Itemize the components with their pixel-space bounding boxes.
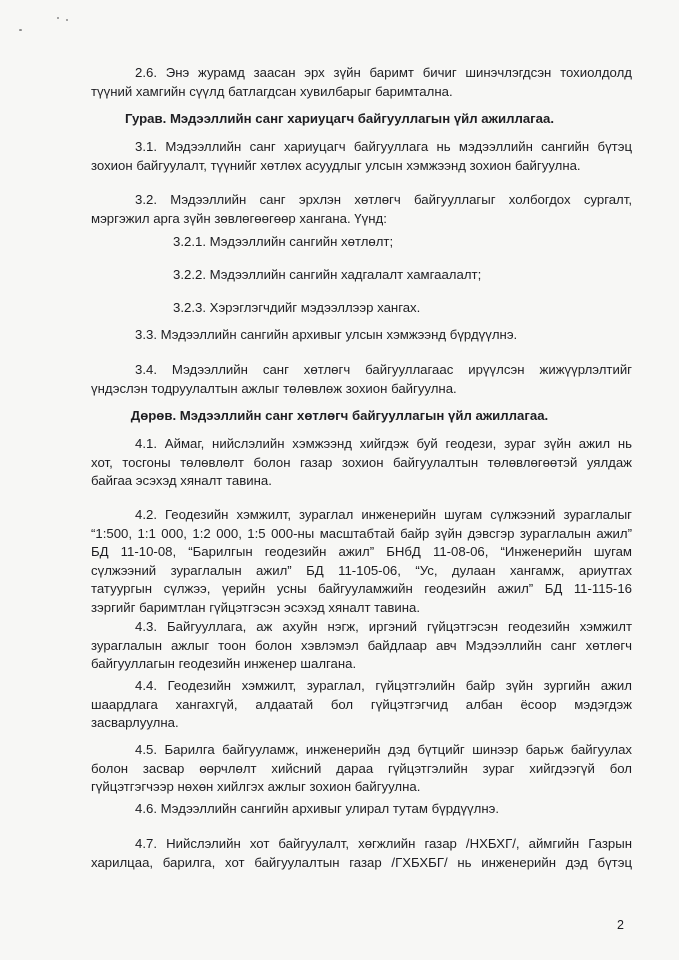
paragraph-line: БД 11-10-08, “Барилгын геодезийн ажил” БНбД 11-08-06, “Инженерийн шугам (91, 544, 632, 559)
subitem-3-2-3: 3.2.3. Хэрэглэгчдийг мэдээллээр хангах. (173, 300, 421, 315)
paragraph-4-5 (91, 741, 632, 797)
paragraph-line: 4.2. Геодезийн хэмжилт, зураглал инженерийн шугам сүлжээний зураглалыг (135, 507, 632, 522)
paragraph-line: болон засвар өөрчлөлт хийсний дараа гүйцэтгэлийн зураг хийгдээгүй бол (91, 760, 632, 776)
paragraph-4-4 (91, 677, 632, 733)
paragraph-line: зураглалын ажлыг тоон болон хэвлэмэл байдлаар авч Мэдээллийн санг хөтлөгч (91, 637, 632, 653)
paragraph-line: 4.4. Геодезийн хэмжилт, зураглал, гүйцэтгэлийн байр зүйн зургийн ажил (135, 678, 632, 693)
paragraph-3-1 (91, 138, 632, 175)
paragraph-line: байгууллагын геодезийн инженер шалгана. (91, 656, 357, 671)
paragraph-3-3: 3.3. Мэдээллийн сангийн архивыг улсын хэмжээнд бүрдүүлнэ. (135, 327, 518, 342)
scan-speck (66, 19, 68, 21)
paragraph-line: 2.6. Энэ журамд заасан эрх зүйн баримт бичиг шинэчлэгдсэн тохиолдолд (135, 65, 632, 80)
paragraph-line: 3.2. Мэдээллийн санг эрхлэн хөтлөгч байгууллагыг холбогдох сургалт, (135, 192, 632, 207)
paragraph-line: зэргийг баримтлан гүйцэтгэсэн эсэхэд хяналт тавина. (91, 599, 421, 615)
subitem-3-2-1: 3.2.1. Мэдээллийн сангийн хөтлөлт; (173, 234, 394, 249)
paragraph-4-2 (91, 506, 632, 617)
paragraph-line: зохион байгуулалт, түүнийг хөтлөх асуудлыг улсын хэмжээнд зохион байгуулна. (91, 157, 581, 173)
paragraph-4-7 (91, 835, 632, 872)
paragraph-line: 4.1. Аймаг, нийслэлийн хэмжээнд хийгдэж буй геодези, зураг зүйн ажил нь (135, 436, 632, 451)
paragraph-line: түүний хамгийн сүүлд батлагдсан хувилбарыг баримтална. (91, 83, 453, 99)
paragraph-line: 4.7. Нийслэлийн хот байгуулалт, хөгжлийн газар /НХБХГ/, аймгийн Газрын (135, 836, 632, 851)
paragraph-line: үндэслэн тодруулалтын ажлыг төлөвлөж зохион байгуулна. (91, 380, 457, 396)
paragraph-line: 3.1. Мэдээллийн санг хариуцагч байгууллага нь мэдээллийн сангийн бүтэц (135, 139, 632, 154)
paragraph-line: шаардлага хангахгүй, алдаатай бол гүйцэтгэгчид албан ёсоор мэдэгдэж (91, 696, 632, 712)
paragraph-line: татуургын сүлжээ, үерийн усны байгууламжийн геодезийн ажил” БД 11-115-16 (91, 581, 632, 596)
paragraph-line: сүлжээний зураглалын ажил” БД 11-105-06, “Ус, дулаан хангамж, ариутгах (91, 562, 632, 578)
paragraph-4-6: 4.6. Мэдээллийн сангийн архивыг улирал тутам бүрдүүлнэ. (135, 801, 500, 816)
paragraph-line: хот, тосгоны төлөвлөлт болон газар зохион байгуулалтын төлөвлөгөөтэй уялдаж (91, 454, 632, 470)
paragraph-line: 4.5. Барилга байгууламж, инженерийн дэд бүтцийг шинээр барьж байгуулах (135, 742, 632, 757)
section-heading-3: Гурав. Мэдээллийн санг хариуцагч байгууллагын үйл ажиллагаа. (124, 111, 555, 126)
paragraph-4-3 (91, 618, 632, 674)
paragraph-line: байгаа эсэхэд хяналт тавина. (91, 473, 272, 488)
paragraph-4-1 (91, 435, 632, 491)
paragraph-line: засварлуулна. (91, 715, 179, 730)
subitem-3-2-2: 3.2.2. Мэдээллийн сангийн хадгалалт хамгаалалт; (173, 267, 482, 282)
paragraph-2-6 (91, 64, 632, 101)
paragraph-line: 4.3. Байгууллага, аж ахуйн нэгж, иргэний гүйцэтгэсэн геодезийн хэмжилт (135, 619, 632, 634)
section-heading-4: Дөрөв. Мэдээллийн санг хөтлөгч байгууллагын үйл ажиллагаа. (130, 408, 549, 423)
paragraph-3-4 (91, 361, 632, 398)
paragraph-line: гүйцэтгэгчээр нөхөн хийлгэх ажлыг зохион байгуулна. (91, 779, 421, 794)
page-number: 2 (617, 918, 624, 932)
paragraph-3-2 (91, 191, 632, 228)
scan-speck (57, 17, 59, 19)
scan-speck (19, 29, 22, 31)
paragraph-line: харилцаа, барилга, хот байгуулалтын газар /ГХБХБГ/ нь инженерийн дэд бүтэц (91, 854, 632, 870)
paragraph-line: “1:500, 1:1 000, 1:2 000, 1:5 000-ны масштабтай байр зүйн дэвсгэр зураглалын ажил” (91, 525, 632, 541)
paragraph-line: 3.4. Мэдээллийн санг хөтлөгч байгууллагаас ирүүлсэн жижүүрлэлтийг (135, 362, 632, 377)
paragraph-line: мэргэжил арга зүйн зөвлөгөөгөөр хангана. Үүнд: (91, 210, 387, 226)
